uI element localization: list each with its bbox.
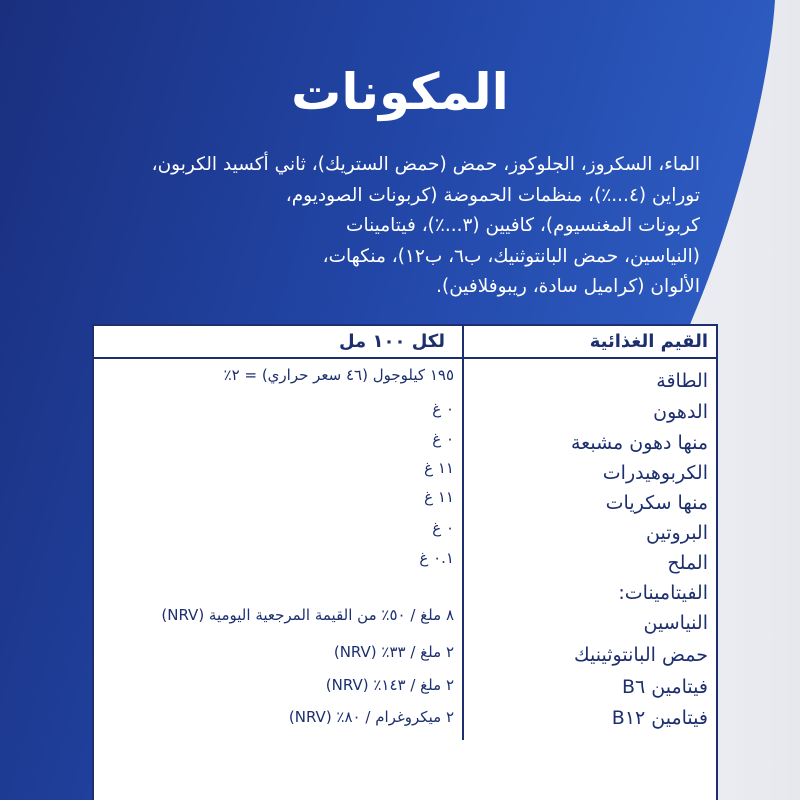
nutrient-label: فيتامين B٦ [621,676,708,698]
nutrient-value: ٠ غ [432,430,454,448]
nutrient-label: الملح [667,552,708,574]
ingredients-line: (النياسين، حمض البانتوثنيك، ب٦، ب١٢)، منكهات، [322,245,700,267]
nutrient-value: ١١ غ [424,488,454,506]
table-header-name: القيم الغذائية [589,331,708,352]
nutrient-value: ٨ ملغ / ٥٠٪ من القيمة المرجعية اليومية (NRV) [161,606,454,624]
page-title: المكونات [291,63,509,121]
nutrient-label: الكربوهيدرات [602,462,708,484]
nutrient-label: الطاقة [656,370,708,392]
table-column-divider [462,324,464,740]
ingredients-line: توراين (٤...٪)، منظمات الحموضة (كربونات الصوديوم، [285,184,700,206]
nutrient-label: النياسين [643,612,708,634]
nutrient-label: فيتامين B١٢ [611,707,708,729]
ingredients-line: الماء، السكروز، الجلوكوز، حمض (حمض الستريك)، ثاني أكسيد الكربون، [151,154,700,175]
nutrient-value: ٢ ملغ / ٣٣٪ (NRV) [333,643,454,661]
table-left-border [92,324,94,800]
nutrient-label: منها سكريات [605,492,708,514]
nutrient-value: ٠ غ [432,400,454,418]
nutrient-value: ٠.١ غ [419,549,454,567]
vitamins-heading: الفيتامينات: [618,582,708,604]
nutrient-label: حمض البانتوثينيك [574,644,708,666]
table-right-border [716,324,718,800]
nutrient-label: منها دهون مشبعة [571,432,708,454]
nutrient-value: ٢ ملغ / ١٤٣٪ (NRV) [325,676,454,694]
nutrient-label: الدهون [653,401,708,423]
nutrient-value: ١١ غ [424,459,454,477]
nutrient-value: ١٩٥ كيلوجول (٤٦ سعر حراري) = ٢٪ [223,366,454,384]
nutrient-value: ٢ ميكروغرام / ٨٠٪ (NRV) [288,708,454,726]
table-header-amount: لكل ١٠٠ مل [338,331,445,352]
ingredients-line: الألوان (كراميل سادة، ريبوفلافين). [436,276,700,297]
nutrient-value: ٠ غ [432,519,454,537]
ingredients-line: كربونات المغنسيوم)، كافيين (٣...٪)، فيتامينات [346,215,700,236]
ingredients-list [100,150,700,303]
nutrient-label: البروتين [646,522,708,544]
